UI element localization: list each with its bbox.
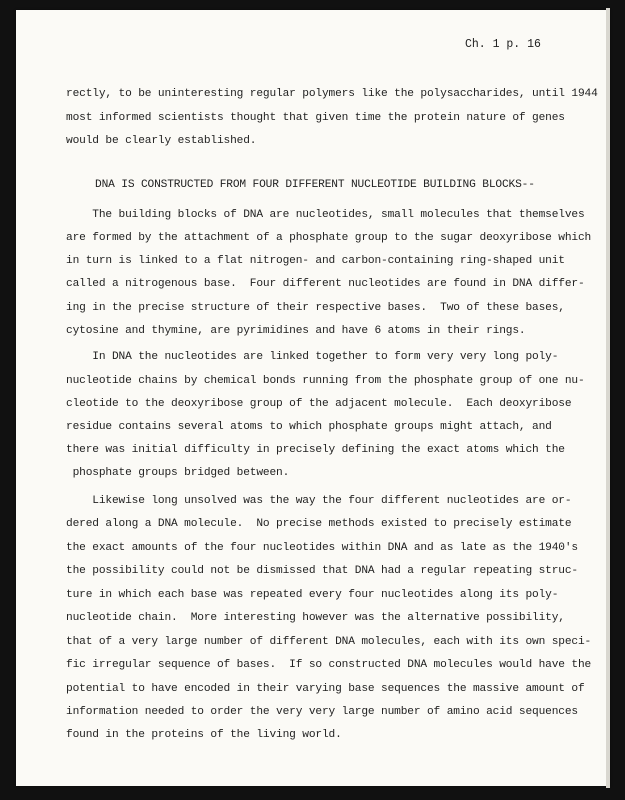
page-number: Ch. 1 p. 16: [465, 38, 541, 51]
text-line: In DNA the nucleotides are linked together to form very very long poly-: [66, 351, 559, 363]
text-line: Likewise long unsolved was the way the four different nucleotides are or-: [66, 495, 572, 507]
text-line: would be clearly established.: [66, 135, 257, 147]
text-line: nucleotide chains by chemical bonds running from the phosphate group of one nu-: [66, 375, 585, 387]
text-line: residue contains several atoms to which phosphate groups might attach, and: [66, 421, 552, 433]
text-line: potential to have encoded in their varying base sequences the massive amount of: [66, 683, 585, 695]
text-line: The building blocks of DNA are nucleotides, small molecules that themselves: [66, 209, 585, 221]
text-line: information needed to order the very very large number of amino acid sequences: [66, 706, 578, 718]
text-line: fic irregular sequence of bases. If so constructed DNA molecules would have the: [66, 659, 592, 671]
text-line: rectly, to be uninteresting regular polymers like the polysaccharides, until 1944: [66, 88, 598, 100]
text-line: in turn is linked to a flat nitrogen- and carbon-containing ring-shaped unit: [66, 255, 565, 267]
text-line: ture in which each base was repeated every four nucleotides along its poly-: [66, 589, 559, 601]
text-line: ing in the precise structure of their respective bases. Two of these bases,: [66, 302, 565, 314]
text-line: that of a very large number of different DNA molecules, each with its own speci-: [66, 636, 592, 648]
text-line: cytosine and thymine, are pyrimidines and have 6 atoms in their rings.: [66, 325, 526, 337]
text-line: called a nitrogenous base. Four different nucleotides are found in DNA differ-: [66, 278, 585, 290]
text-line: there was initial difficulty in precisely defining the exact atoms which the: [66, 444, 565, 456]
text-line: phosphate groups bridged between.: [66, 467, 290, 479]
text-line: the possibility could not be dismissed that DNA had a regular repeating struc-: [66, 565, 578, 577]
text-line: cleotide to the deoxyribose group of the adjacent molecule. Each deoxyribose: [66, 398, 572, 410]
text-line: are formed by the attachment of a phosphate group to the sugar deoxyribose which: [66, 232, 592, 244]
text-line: nucleotide chain. More interesting however was the alternative possibility,: [66, 612, 565, 624]
section-heading: DNA IS CONSTRUCTED FROM FOUR DIFFERENT NUCLEOTIDE BUILDING BLOCKS--: [95, 179, 535, 191]
text-line: found in the proteins of the living world.: [66, 729, 342, 741]
text-line: dered along a DNA molecule. No precise methods existed to precisely estimate: [66, 518, 572, 530]
text-line: the exact amounts of the four nucleotides within DNA and as late as the 1940's: [66, 542, 578, 554]
text-line: most informed scientists thought that given time the protein nature of genes: [66, 112, 565, 124]
paper-edge: [606, 8, 610, 788]
